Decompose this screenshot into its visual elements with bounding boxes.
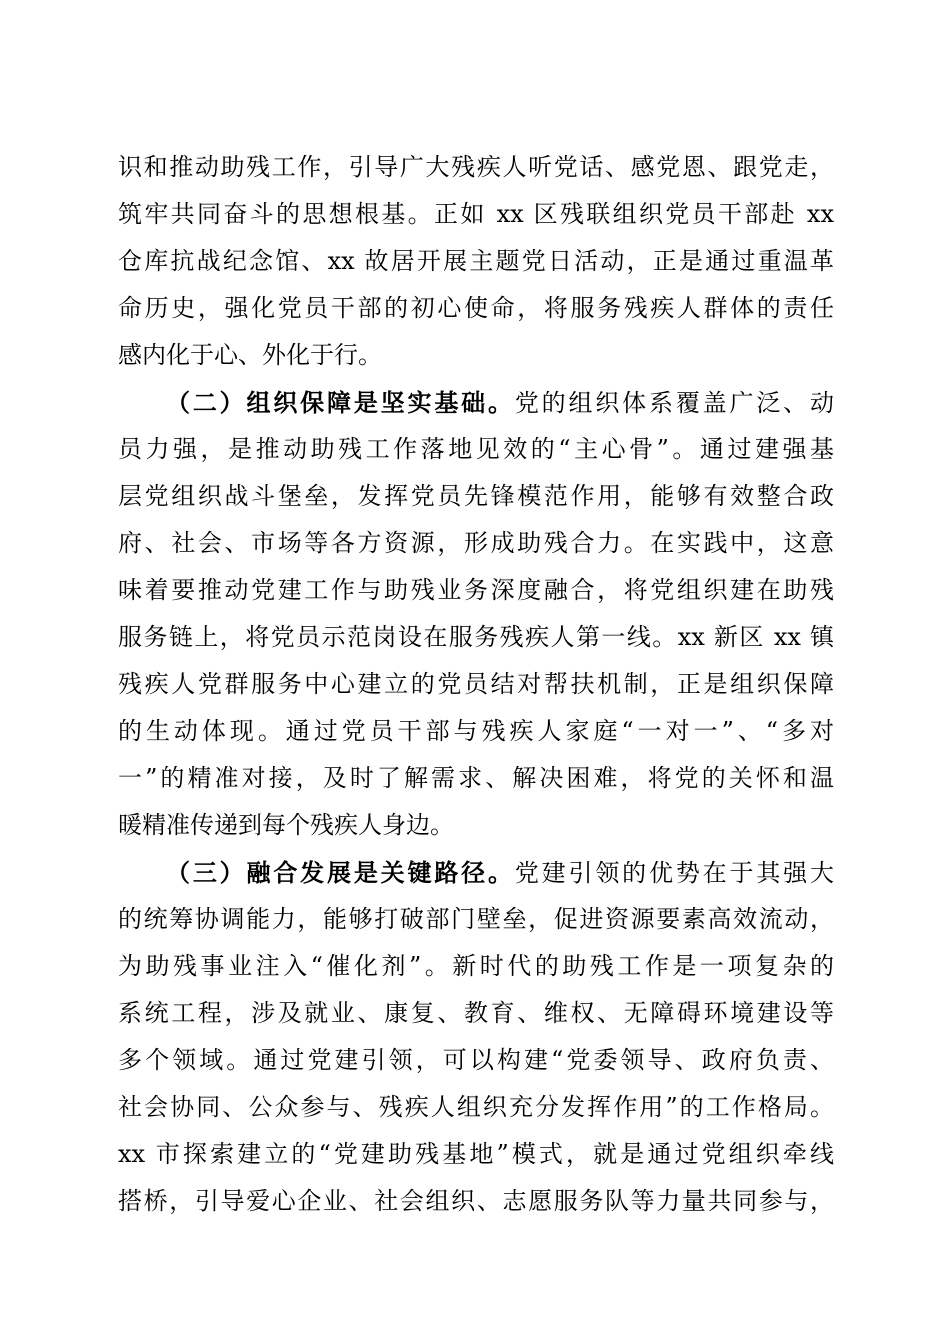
paragraph-line: 员力强，是推动助残工作落地见效的“主心骨”。通过建强基: [118, 435, 834, 463]
paragraph-line: 搭桥，引导爱心企业、社会组织、志愿服务队等力量共同参与，: [118, 1187, 834, 1215]
paragraph-line: 味着要推动党建工作与助残业务深度融合，将党组织建在助残: [118, 576, 834, 604]
paragraph-first-line: [118, 849, 834, 896]
paragraph-line: 仓库抗战纪念馆、xx 故居开展主题党日活动，正是通过重温革: [118, 247, 834, 275]
paragraph-line: xx 市探索建立的“党建助残基地”模式，就是通过党组织牵线: [118, 1140, 834, 1168]
section-heading: （三）融合发展是关键路径。: [166, 858, 515, 887]
paragraph-1: [118, 144, 834, 379]
section-heading: （二）组织保障是坚实基础。: [166, 388, 515, 417]
paragraph-line: 识和推动助残工作，引导广大残疾人听党话、感党恩、跟党走，: [118, 153, 834, 181]
paragraph-line: 社会协同、公众参与、残疾人组织充分发挥作用”的工作格局。: [118, 1093, 834, 1121]
document-body: [118, 144, 834, 1225]
paragraph-line: 残疾人党群服务中心建立的党员结对帮扶机制，正是组织保障: [118, 670, 834, 698]
paragraph-line: 层党组织战斗堡垒，发挥党员先锋模范作用，能够有效整合政: [118, 482, 834, 510]
paragraph-line: 服务链上，将党员示范岗设在服务残疾人第一线。xx 新区 xx 镇: [118, 623, 834, 651]
paragraph-line: 一”的精准对接，及时了解需求、解决困难，将党的关怀和温: [118, 764, 834, 792]
paragraph-line: 的生动体现。通过党员干部与残疾人家庭“一对一”、“多对: [118, 717, 834, 745]
paragraph-line: 暖精准传递到每个残疾人身边。: [118, 811, 454, 839]
paragraph-line: 系统工程，涉及就业、康复、教育、维权、无障碍环境建设等: [118, 999, 834, 1027]
paragraph-line: 府、社会、市场等各方资源，形成助残合力。在实践中，这意: [118, 529, 834, 557]
paragraph-line: 感内化于心、外化于行。: [118, 341, 382, 369]
paragraph-line: 的统筹协调能力，能够打破部门壁垒，促进资源要素高效流动，: [118, 905, 834, 933]
paragraph-3: [118, 849, 834, 1225]
paragraph-2: [118, 379, 834, 849]
paragraph-line: 多个领域。通过党建引领，可以构建“党委领导、政府负责、: [118, 1046, 834, 1074]
paragraph-text: 党的组织体系覆盖广泛、动: [514, 389, 834, 417]
paragraph-first-line: [118, 379, 834, 426]
paragraph-line: 命历史，强化党员干部的初心使命，将服务残疾人群体的责任: [118, 294, 834, 322]
paragraph-text: 党建引领的优势在于其强大: [514, 859, 834, 887]
paragraph-line: 筑牢共同奋斗的思想根基。正如 xx 区残联组织党员干部赴 xx: [118, 200, 834, 228]
paragraph-line: 为助残事业注入“催化剂”。新时代的助残工作是一项复杂的: [118, 952, 834, 980]
